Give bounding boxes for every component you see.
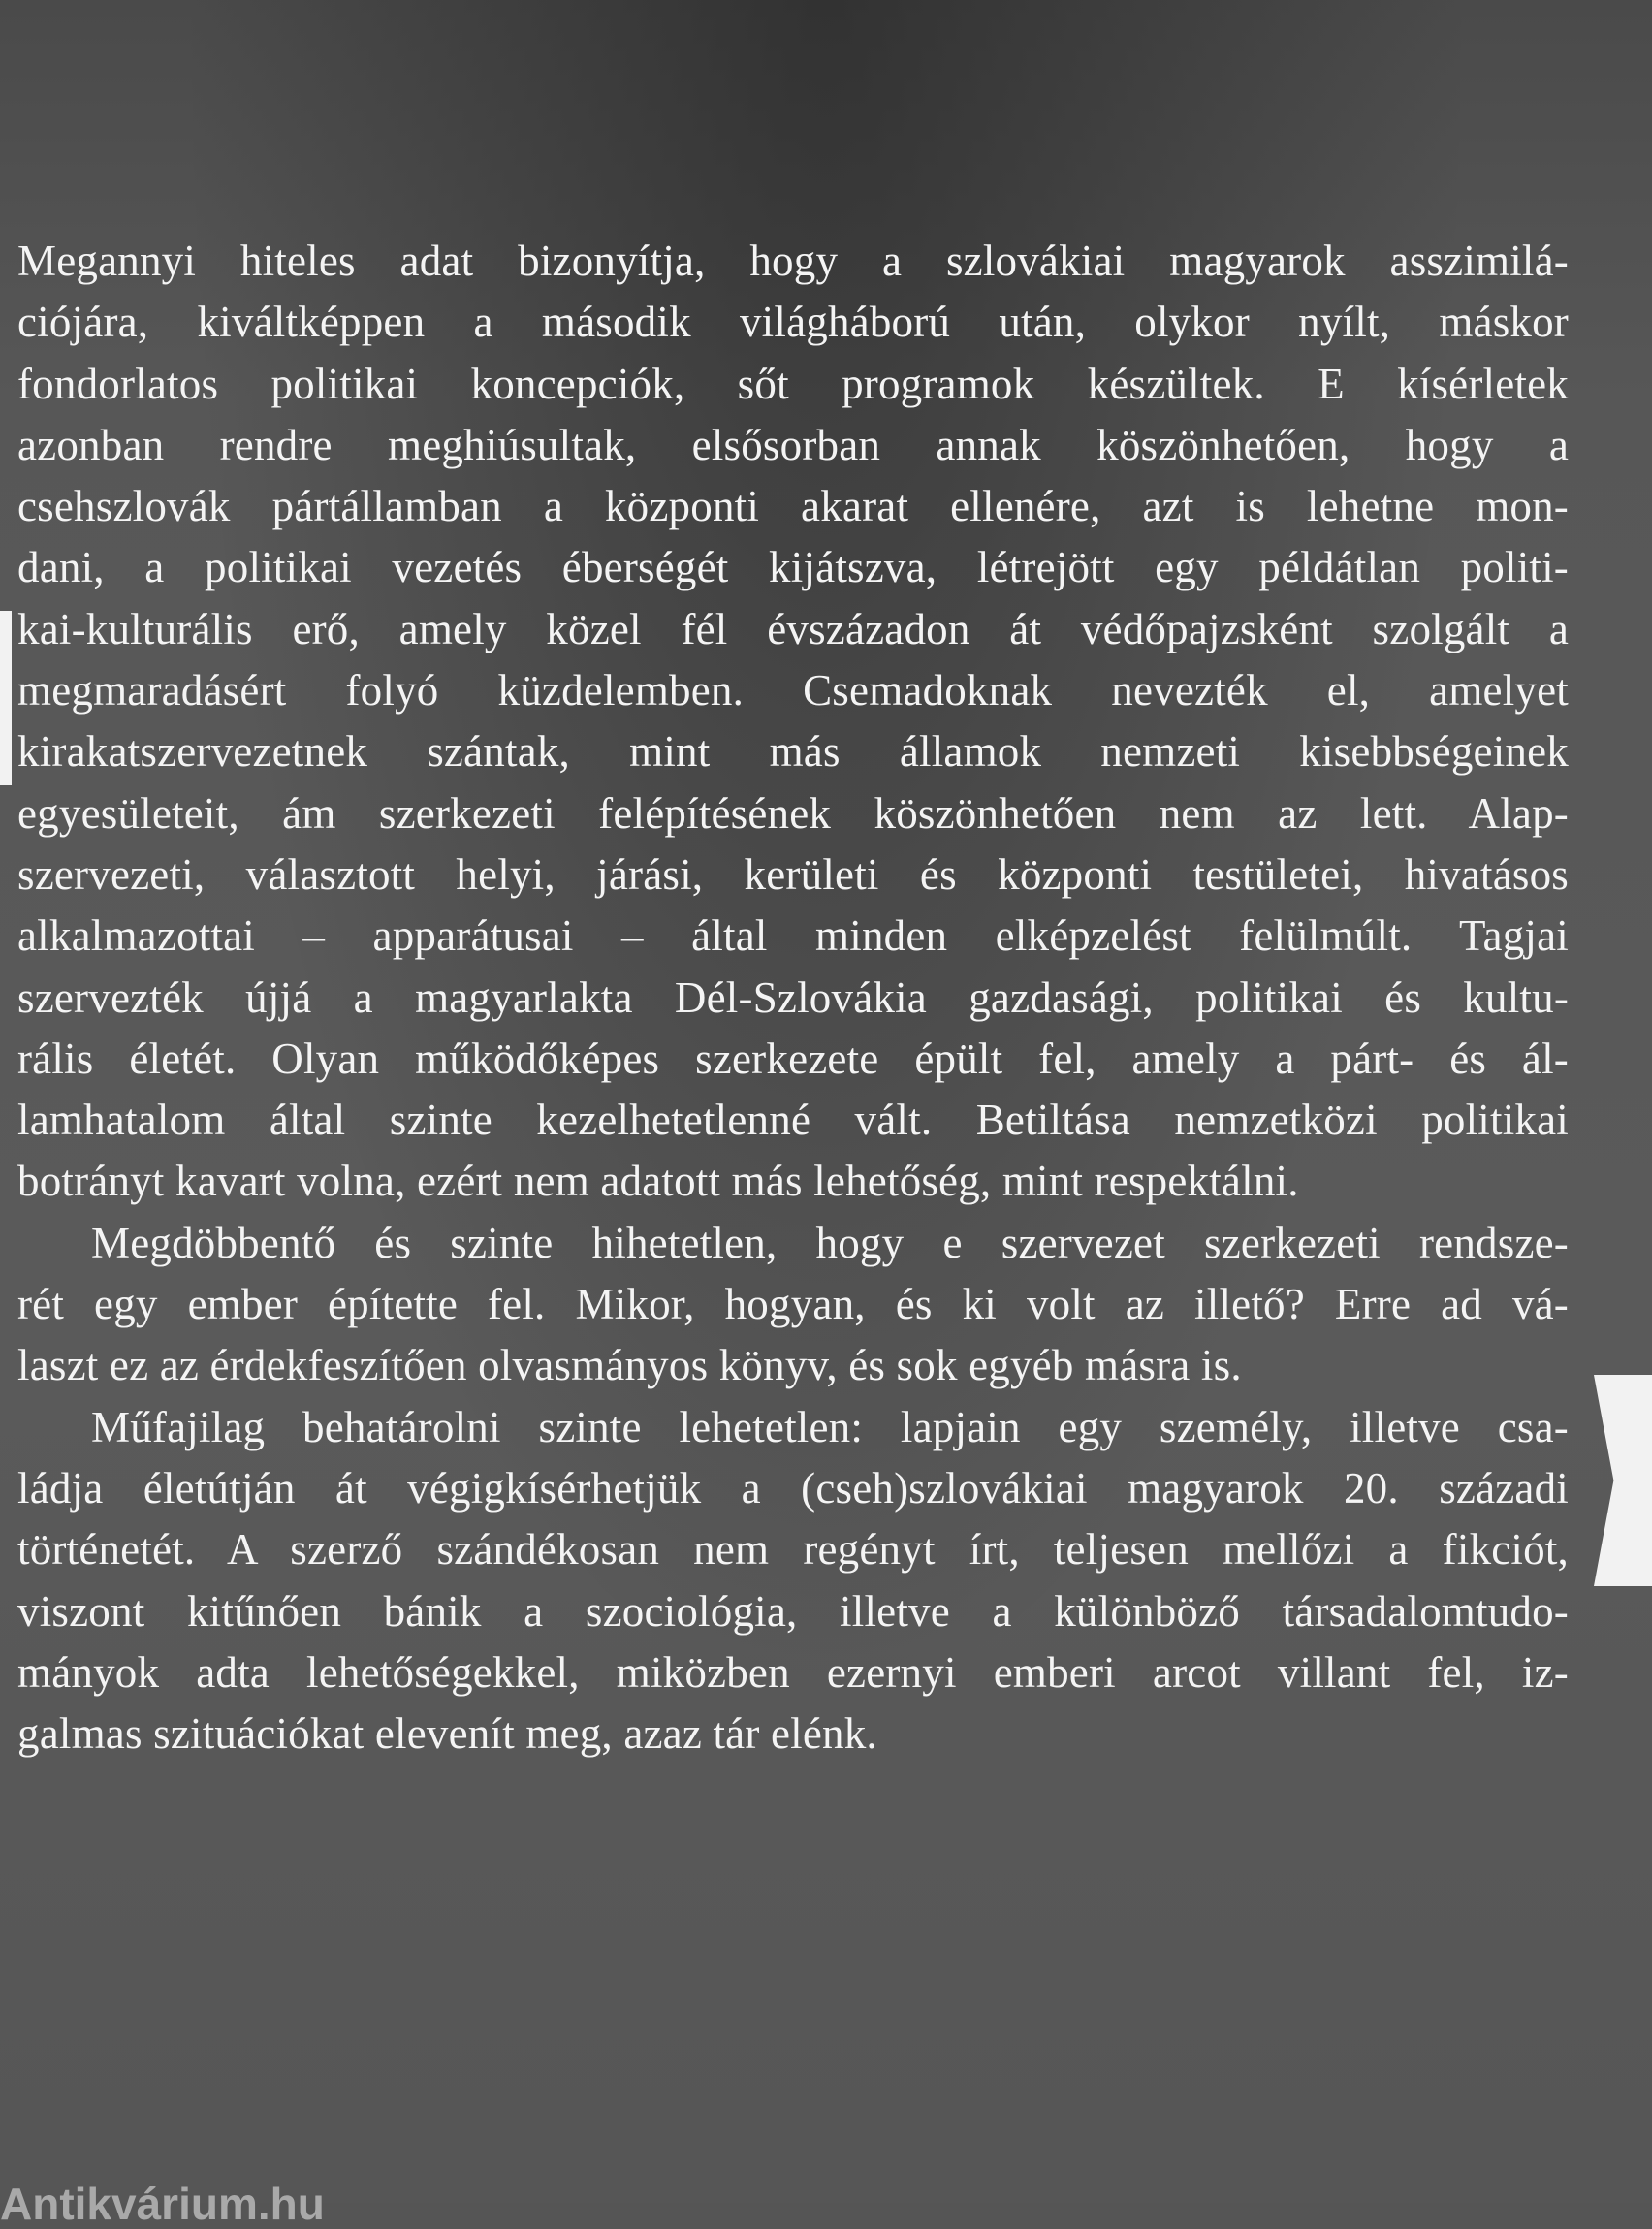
blurb-line: rét egy ember építette fel. Mikor, hogyan, és ki volt az illető? Erre ad vá-: [17, 1280, 1569, 1329]
blurb-line: viszont kitűnően bánik a szociológia, illetve a különböző társadalomtudo-: [17, 1586, 1569, 1636]
blurb-line: azonban rendre meghiúsultak, elsősorban annak köszönhetően, hogy a: [17, 420, 1569, 469]
blurb-line: mányok adta lehetőségekkel, miközben ezernyi emberi arcot villant fel, iz-: [17, 1647, 1569, 1697]
blurb-line: laszt ez az érdekfeszítően olvasmányos könyv, és sok egyéb másra is.: [17, 1341, 1242, 1390]
blurb-line: botrányt kavart volna, ezért nem adatott más lehetőség, mint respektálni.: [17, 1157, 1299, 1206]
blurb-line: ládja életútján át végigkísérhetjük a (cseh)szlovákiai magyarok 20. századi: [17, 1463, 1569, 1513]
blurb-line: megmaradásért folyó küzdelemben. Csemadoknak nevezték el, amelyet: [17, 666, 1569, 716]
blurb-line: lamhatalom által szinte kezelhetetlenné vált. Betiltása nemzetközi politikai: [17, 1096, 1569, 1145]
blurb-paragraph: [17, 1213, 1569, 1397]
blurb-line: szervezték újjá a magyarlakta Dél-Szlovákia gazdasági, politikai és kultu-: [17, 972, 1569, 1022]
blurb-line: Megannyi hiteles adat bizonyítja, hogy a szlovákiai magyarok asszimilá-: [17, 237, 1569, 285]
watermark-text: Antikvárium.hu: [0, 2179, 325, 2229]
scan-edge-tab-right: [1594, 1375, 1652, 1586]
blurb-line: Megdöbbentő és szinte hihetetlen, hogy e szervezet szerkezeti rendsze-: [91, 1218, 1569, 1267]
blurb-paragraph: [17, 1397, 1569, 1766]
blurb-line: alkalmazottai – apparátusai – által minden elképzelést felülmúlt. Tagjai: [17, 911, 1569, 961]
scan-edge-tab-left: [0, 611, 12, 785]
blurb-line: történetét. A szerző szándékosan nem regényt írt, teljesen mellőzi a fikciót,: [17, 1525, 1569, 1575]
blurb-line: dani, a politikai vezetés éberségét kijátszva, létrejött egy példátlan politi-: [17, 543, 1569, 592]
blurb-line: ciójára, kiváltképpen a második világháború után, olykor nyílt, máskor: [17, 298, 1569, 347]
blurb-line: csehszlovák pártállamban a központi akarat ellenére, azt is lehetne mon-: [17, 482, 1569, 531]
blurb-line: galmas szituációkat elevenít meg, azaz tár elénk.: [17, 1709, 877, 1759]
blurb-line: egyesületeit, ám szerkezeti felépítésének köszönhetően nem az lett. Alap-: [17, 788, 1569, 838]
blurb-line: Műfajilag behatárolni szinte lehetetlen: lapjain egy személy, illetve csa-: [91, 1402, 1569, 1451]
blurb-line: fondorlatos politikai koncepciók, sőt programok készültek. E kísérletek: [17, 359, 1569, 408]
blurb-line: rális életét. Olyan működőképes szerkezete épült fel, amely a párt- és ál-: [17, 1034, 1569, 1083]
blurb-line: szervezeti, választott helyi, járási, kerületi és központi testületei, hivatásos: [17, 849, 1569, 899]
blurb-line: kirakatszervezetnek szántak, mint más államok nemzeti kisebbségeinek: [17, 727, 1569, 777]
blurb-line: kai-kulturális erő, amely közel fél évszázadon át védőpajzsként szolgált a: [17, 604, 1569, 653]
back-cover-blurb: [17, 231, 1569, 1765]
blurb-paragraph: [17, 231, 1569, 1213]
